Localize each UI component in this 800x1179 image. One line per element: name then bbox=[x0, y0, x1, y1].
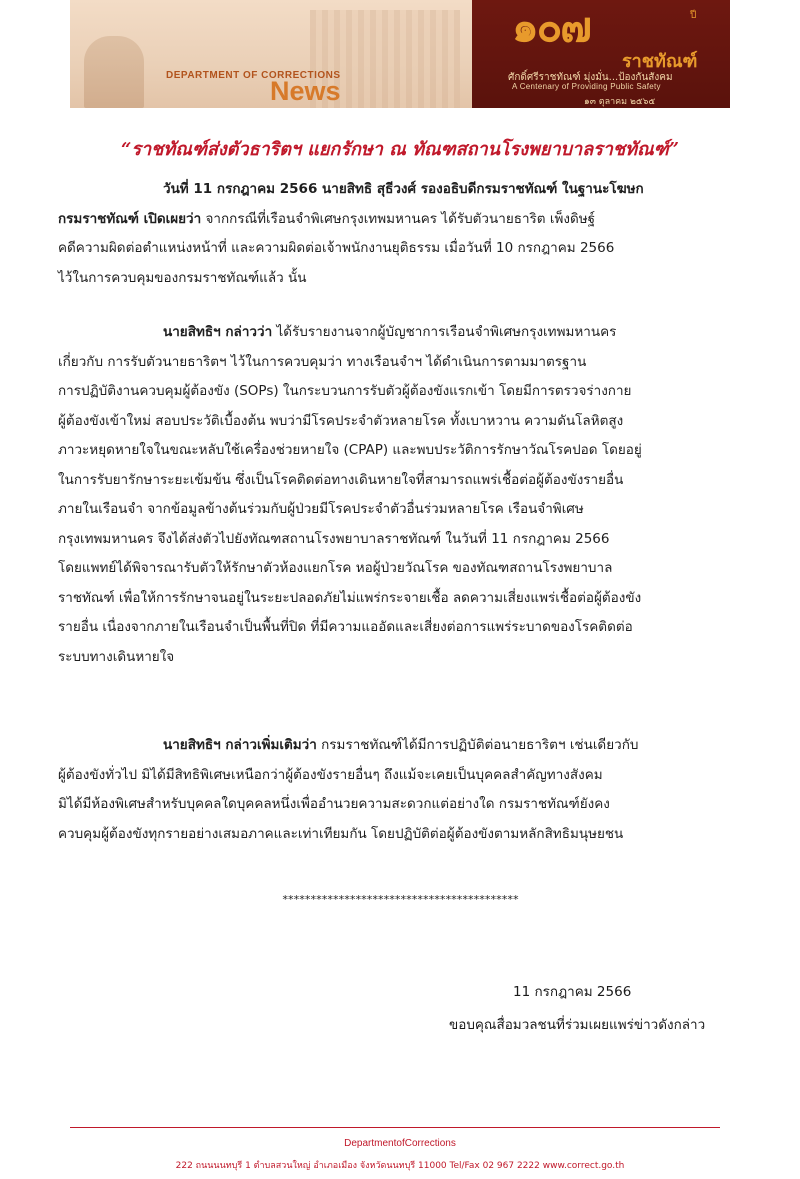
logo-superscript: ปี bbox=[690, 10, 697, 21]
logo-tagline-english: A Centenary of Providing Public Safety bbox=[512, 82, 661, 91]
paragraph-line-text: ได้รับรายงานจากผู้บัญชาการเรือนจำพิเศษกรุงเทพมหานคร bbox=[272, 324, 617, 340]
paragraph-line: เกี่ยวกับ การรับตัวนายธาริตฯ ไว้ในการควบคุมว่า ทางเรือนจำฯ ได้ดำเนินการตามมาตรฐาน bbox=[58, 353, 587, 370]
paragraph-line: ราชทัณฑ์ เพื่อให้การรักษาจนอยู่ในระยะปลอดภัยไม่แพร่กระจายเชื้อ ลดความเสี่ยงแพร่เชื้อต่อผู้ต้องขัง bbox=[58, 589, 642, 606]
separator: ****************************************** bbox=[281, 893, 519, 906]
logo-word: ราชทัณฑ์ bbox=[622, 51, 698, 72]
paragraph-line-text: จากกรณีที่เรือนจำพิเศษกรุงเทพมหานคร ได้รับตัวนายธาริต เพ็งดิษฐ์ bbox=[201, 210, 596, 227]
release-date: 11 กรกฎาคม 2566 bbox=[513, 984, 632, 1000]
paragraph-line bbox=[58, 205, 748, 235]
paragraph-line-bold: กรมราชทัณฑ์ เปิดเผยว่า bbox=[58, 210, 202, 227]
press-release-title: “ราชทัณฑ์ส่งตัวธาริตฯ แยกรักษา ณ ทัณฑสถานโรงพยาบาลราชทัณฑ์” bbox=[121, 139, 679, 160]
paragraph-line bbox=[58, 318, 748, 348]
paragraph-line: การปฏิบัติงานควบคุมผู้ต้องขัง (SOPs) ในกระบวนการรับตัวผู้ต้องขังแรกเข้า โดยมีการตรวจร่างกาย bbox=[58, 383, 632, 399]
banner-photo-area bbox=[70, 0, 472, 108]
footer-divider bbox=[70, 1127, 720, 1128]
paragraph-2 bbox=[58, 318, 748, 672]
paragraph-1 bbox=[58, 175, 748, 293]
logo-date: ๑๓ ตุลาคม ๒๕๖๕ bbox=[584, 97, 656, 107]
paragraph-line: ภายในเรือนจำ จากข้อมูลข้างต้นร่วมกับผู้ป่วยมีโรคประจำตัวอื่นร่วมหลายโรค เรือนจำพิเศษ bbox=[58, 501, 584, 517]
footer-address: 222 ถนนนนทบุรี 1 ตำบลสวนใหญ่ อำเภอเมือง จังหวัดนนทบุรี 11000 Tel/Fax 02 967 2222 www.correct.go.th bbox=[175, 1161, 625, 1171]
news-label: News bbox=[270, 76, 341, 106]
paragraph-line: มิได้มีห้องพิเศษสำหรับบุคคลใดบุคคลหนึ่งเพื่ออำนวยความสะดวกแต่อย่างใด กรมราชทัณฑ์ยังคง bbox=[58, 796, 610, 812]
paragraph-line: ผู้ต้องขังเข้าใหม่ สอบประวัติเบื้องต้น พบว่ามีโรคประจำตัวหลายโรค ทั้งเบาหวาน ความดันโลหิตสูง bbox=[58, 412, 624, 429]
department-label: DEPARTMENT OF CORRECTIONS bbox=[166, 70, 341, 81]
logo-tagline-thai: ศักดิ์ศรีราชทัณฑ์ มุ่งมั่น...ป้องกันสังคม bbox=[508, 72, 673, 83]
paragraph-line bbox=[58, 175, 748, 205]
paragraph-line: ควบคุมผู้ต้องขังทุกรายอย่างเสมอภาคและเท่าเทียมกัน โดยปฏิบัติต่อผู้ต้องขังตามหลักสิทธิมนุษยชน bbox=[58, 825, 624, 842]
paragraph-line: ไว้ในการควบคุมของกรมราชทัณฑ์แล้ว นั้น bbox=[58, 269, 307, 286]
paragraph-line: คดีความผิดต่อตำแหน่งหน้าที่ และความผิดต่อเจ้าพนักงานยุติธรรม เมื่อวันที่ 10 กรกฎาคม 2566 bbox=[58, 240, 615, 256]
paragraph-line: ในการรับยารักษาระยะเข้มข้น ซึ่งเป็นโรคติดต่อทางเดินหายใจที่สามารถแพร่เชื้อต่อผู้ต้องขังรายอื่น bbox=[58, 471, 624, 488]
paragraph-line bbox=[58, 731, 748, 761]
paragraph-line-bold: วันที่ 11 กรกฎาคม 2566 นายสิทธิ สุธีวงศ์ รองอธิบดีกรมราชทัณฑ์ ในฐานะโฆษก bbox=[163, 181, 644, 197]
paragraph-line: ผู้ต้องขังทั่วไป มิได้มีสิทธิพิเศษเหนือกว่าผู้ต้องขังรายอื่นๆ ถึงแม้จะเคยเป็นบุคคลสำคัญทางสังคม bbox=[58, 766, 603, 783]
thanks-note: ขอบคุณสื่อมวลชนที่ร่วมเผยแพร่ข่าวดังกล่าว bbox=[449, 1017, 706, 1033]
paragraph-line-bold: นายสิทธิฯ กล่าวว่า bbox=[163, 324, 273, 340]
paragraph-line-bold: นายสิทธิฯ กล่าวเพิ่มเติมว่า bbox=[163, 737, 317, 753]
paragraph-line: ภาวะหยุดหายใจในขณะหลับใช้เครื่องช่วยหายใจ (CPAP) และพบประวัติการรักษาวัณโรคปอด โดยอยู่ bbox=[58, 442, 642, 458]
paragraph-3 bbox=[58, 731, 748, 849]
paragraph-line: กรุงเทพมหานคร จึงได้ส่งตัวไปยังทัณฑสถานโรงพยาบาลราชทัณฑ์ ในวันที่ 11 กรกฎาคม 2566 bbox=[58, 530, 610, 547]
paragraph-line: รายอื่น เนื่องจากภายในเรือนจำเป็นพื้นที่ปิด ที่มีความแออัดและเสี่ยงต่อการแพร่ระบาดของโรคติดต่อ bbox=[58, 619, 633, 635]
officer-silhouette-image bbox=[84, 36, 144, 108]
paragraph-line-text: กรมราชทัณฑ์ได้มีการปฏิบัติต่อนายธาริตฯ เช่นเดียวกับ bbox=[316, 737, 639, 753]
logo-number: ๑๐๗ bbox=[512, 2, 590, 51]
header-banner bbox=[70, 0, 730, 108]
paragraph-line: ระบบทางเดินหายใจ bbox=[58, 648, 175, 665]
centenary-logo bbox=[472, 0, 730, 108]
paragraph-line: โดยแพทย์ได้พิจารณารับตัวให้รักษาตัวห้องแยกโรค หอผู้ป่วยวัณโรค ของทัณฑสถานโรงพยาบาล bbox=[58, 560, 613, 576]
footer-title: DepartmentofCorrections bbox=[344, 1138, 456, 1149]
